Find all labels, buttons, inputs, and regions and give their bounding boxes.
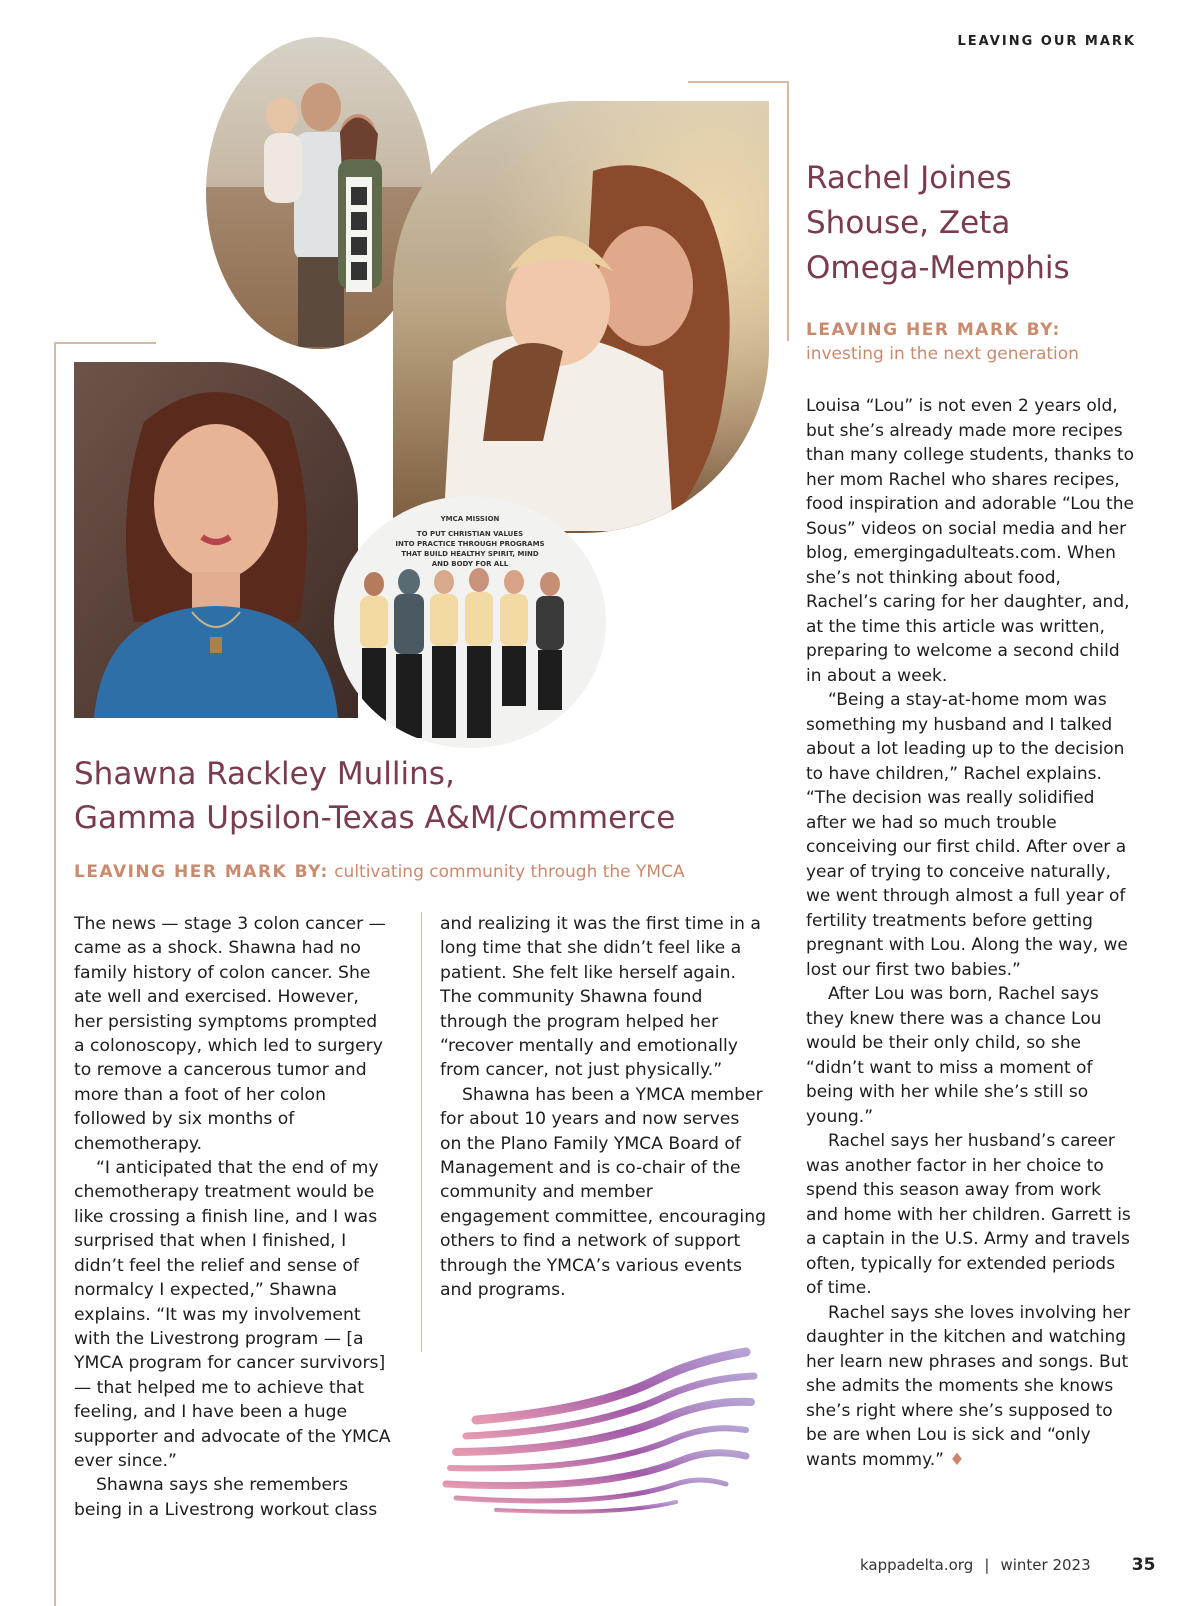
paragraph: Rachel says her husband’s career was another factor in her choice to spend this season away from work and home with her children. Garrett is a captain in the U.S. Army and travels often, typically for extended periods of time. xyxy=(806,1131,1131,1298)
ymca-sign-line: YMCA MISSION xyxy=(440,515,500,523)
paragraph: The news — stage 3 colon cancer — came as a shock. Shawna had no family history of colon cancer. She ate well and exercised. However, her persisting symptoms prompted a colonoscopy, which led to surgery to remove a cancerous tumor and more than a foot of her colon followed by six months of chemotherapy. xyxy=(74,914,386,1154)
paragraph: Shawna says she remembers being in a Livestrong workout class xyxy=(74,1475,378,1520)
ymca-group-graphic xyxy=(334,566,606,748)
paragraph: Rachel says she loves involving her daughter in the kitchen and watching her learn new phrases and songs. But she admits the moments she knows she’s right where she’s supposed to be are when Lou is sick and “only wants mommy.” xyxy=(806,1302,1131,1470)
ymca-sign-line: THAT BUILD HEALTHY SPIRIT, MIND xyxy=(401,550,539,558)
page-number: 35 xyxy=(1131,1555,1156,1575)
ymca-group-photo xyxy=(334,496,606,748)
mother-daughter-photo xyxy=(393,101,769,533)
footer-issue: winter 2023 xyxy=(1000,1556,1091,1574)
profile-1-mark-value: cultivating community through the YMCA xyxy=(334,862,685,882)
ymca-sign-line: AND BODY FOR ALL xyxy=(431,560,509,568)
paragraph: “Being a stay-at-home mom was something my husband and I talked about a lot leading up to the decision to have children,” Rachel explains. “The decision was really solidified after we had so much trouble conceiving our first child. After over a year of trying to conceive naturally, we went through almost a full year of fertility treatments before getting pregnant with Lou. Along the way, we lost our first two babies.” xyxy=(806,690,1128,980)
footer xyxy=(860,1555,1160,1579)
ymca-sign-line: INTO PRACTICE THROUGH PROGRAMS xyxy=(395,540,545,548)
profile-1-heading xyxy=(74,752,774,840)
profile-2-name-line1: Rachel Joines xyxy=(806,160,1012,196)
column-divider xyxy=(421,912,422,1352)
paragraph: and realizing it was the first time in a long time that she didn’t feel like a patient. She felt like herself again. The community Shawna found through the program helped her “recover mentally and emotionally from cancer, not just physically.” xyxy=(440,914,761,1081)
profile-2-column xyxy=(806,394,1136,1472)
footer-site: kappadelta.org xyxy=(860,1556,974,1574)
profile-1-mark xyxy=(74,860,774,884)
brushstroke-decoration xyxy=(436,1340,776,1520)
profile-1-column-2 xyxy=(440,912,766,1303)
paragraph: After Lou was born, Rachel says they knew there was a chance Lou would be their only child, so she “didn’t want to miss a moment of being with her while she’s still so young.” xyxy=(806,984,1102,1127)
profile-1-mark-label: LEAVING HER MARK BY: xyxy=(74,862,329,882)
mother-daughter-graphic xyxy=(393,101,769,533)
left-rule-vertical xyxy=(54,342,56,1606)
top-right-rule-horizontal xyxy=(688,81,788,83)
profile-2-name-line2: Shouse, Zeta xyxy=(806,205,1011,241)
left-rule-horizontal xyxy=(54,342,156,344)
profile-2-mark-label: LEAVING HER MARK BY: xyxy=(806,320,1061,340)
footer-separator: | xyxy=(984,1556,990,1574)
profile-1-name-line2: Gamma Upsilon-Texas A&M/Commerce xyxy=(74,800,676,836)
profile-1-name-line1: Shawna Rackley Mullins, xyxy=(74,756,455,792)
profile-1-column-1 xyxy=(74,912,392,1522)
ymca-sign-line: TO PUT CHRISTIAN VALUES xyxy=(416,530,524,538)
shawna-portrait-graphic xyxy=(74,362,358,718)
paragraph: Shawna has been a YMCA member for about 10 years and now serves on the Plano Family YMCA Board of Management and is co-chair of the community and member engagement committee, encouraging others to find a network of support through the YMCA’s various events and programs. xyxy=(440,1084,767,1301)
shawna-portrait xyxy=(74,362,358,718)
profile-2-mark-value: investing in the next generation xyxy=(806,344,1079,364)
paragraph: “I anticipated that the end of my chemotherapy treatment would be like crossing a finish line, and I was surprised that when I finished, I didn’t feel the relief and sense of normalcy I expected,” Shawna explains. “It was my involvement with the Livestrong program — [a YMCA program for cancer survivors] — that helped me to achieve that feeling, and I have been a huge supporter and advocate of the YMCA ever since.” xyxy=(74,1158,391,1471)
profile-2-heading xyxy=(806,156,1146,291)
profile-2-name-line3: Omega-Memphis xyxy=(806,250,1070,286)
section-label: LEAVING OUR MARK xyxy=(957,34,1136,49)
end-mark-icon: ♦ xyxy=(949,1449,965,1470)
top-right-rule-vertical xyxy=(787,81,789,341)
paragraph: Louisa “Lou” is not even 2 years old, but she’s already made more recipes than many college students, thanks to her mom Rachel who shares recipes, food inspiration and adorable “Lou the Sous” videos on social media and her blog, emergingadulteats.com. When she’s not thinking about food, Rachel’s caring for her daughter, and, at the time this article was written, preparing to welcome a second child in about a week. xyxy=(806,396,1135,686)
profile-2-mark xyxy=(806,318,1146,366)
